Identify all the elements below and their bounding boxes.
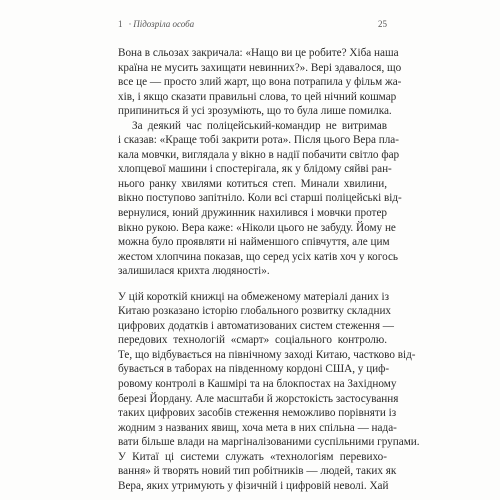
page-number: 25	[378, 19, 387, 29]
text-line: кала мовчки, виглядала у вікно в надії побачити світло фар	[118, 148, 400, 161]
text-line: жестом хлопчина показав, що серед усіх катів хоч у когось	[118, 250, 399, 263]
body-text	[118, 46, 420, 493]
text-line: вікно поступово запітніло. Коли всі старші поліцейські від-	[118, 192, 402, 205]
text-line: хлопцевої машини і спостерігала, як у блідому сяйві ран-	[118, 163, 392, 176]
text-line: ровому контролі в Кашмірі та на блокпостах на Західному	[118, 378, 397, 391]
chapter-title: Підозріла особа	[133, 19, 195, 29]
text-line: країна не мусить захищати невинних?». Вері здавалося, що	[118, 61, 402, 74]
text-line: нього ранку хвилями котиться степ. Минали хвилини,	[118, 177, 387, 190]
paragraph-3	[118, 290, 420, 494]
separator-dot: ·	[128, 19, 131, 29]
section-break	[118, 279, 387, 290]
text-line: таких цифрових засобів стеження неможливо порівняти із	[118, 407, 397, 420]
text-line: березі Йордану. Але масштаби й жорстокість застосування	[118, 392, 399, 405]
text-line: У цій короткій книжці на обмеженому матеріалі даних із	[118, 290, 390, 303]
paragraph-1	[118, 46, 402, 119]
text-line: припиниться й усі зрозуміють, що то була лише помилка.	[118, 105, 392, 118]
text-line: вати більше влади на маргіналізованими суспільними групами.	[118, 436, 420, 449]
text-line: цифрових додатків і автоматизованих систем стеження —	[118, 319, 394, 332]
text-line: передових технологій «смарт» соціального контролю.	[118, 334, 387, 347]
text-line: Вера, яких утримують у фізичній і цифровій неволі. Хай	[118, 479, 389, 492]
paragraph-2	[118, 119, 402, 279]
text-line: хів, і якщо сказати правильні слова, то цей нічний кошмар	[118, 90, 397, 103]
text-line: Те, що відбувається на північному заході Китаю, частково від-	[118, 348, 416, 361]
text-line: жодним з названих явищ, хоча мета в них спільна — нада-	[118, 421, 397, 434]
text-line: можна було проявляти ні найменшого співчуття, але цим	[118, 236, 390, 249]
text-line: все це — просто злий жарт, що вона потрапила у фільм жа-	[118, 76, 402, 89]
text-line: У Китаї ці системи служать «технологіям перевихо-	[118, 450, 387, 463]
text-line: Вона в сльозах закричала: «Нащо ви це робите? Хіба наша	[118, 47, 399, 59]
text-line: і сказав: «Краще тобі закрити рота». Після цього Вера пла-	[118, 134, 399, 147]
text-line: вікно рукою. Вера каже: «Ніколи цього не забуду. Йому не	[118, 221, 396, 234]
text-line: бувається в таборах на південному кордоні США, у циф-	[118, 363, 390, 376]
text-line: вання» й творять новий тип робітників — людей, таких як	[118, 465, 397, 478]
text-line: За деякий час поліцейський-командир не витримав	[132, 119, 387, 132]
text-line: Китаю розказано історію глобального розвитку складних	[118, 305, 392, 318]
text-line: залишилася крихта людяності».	[118, 265, 270, 278]
running-head	[118, 19, 387, 33]
chapter-number: 1	[118, 19, 123, 29]
text-line: вернулися, юний дружинник нахилився і мовчки протер	[118, 207, 387, 220]
